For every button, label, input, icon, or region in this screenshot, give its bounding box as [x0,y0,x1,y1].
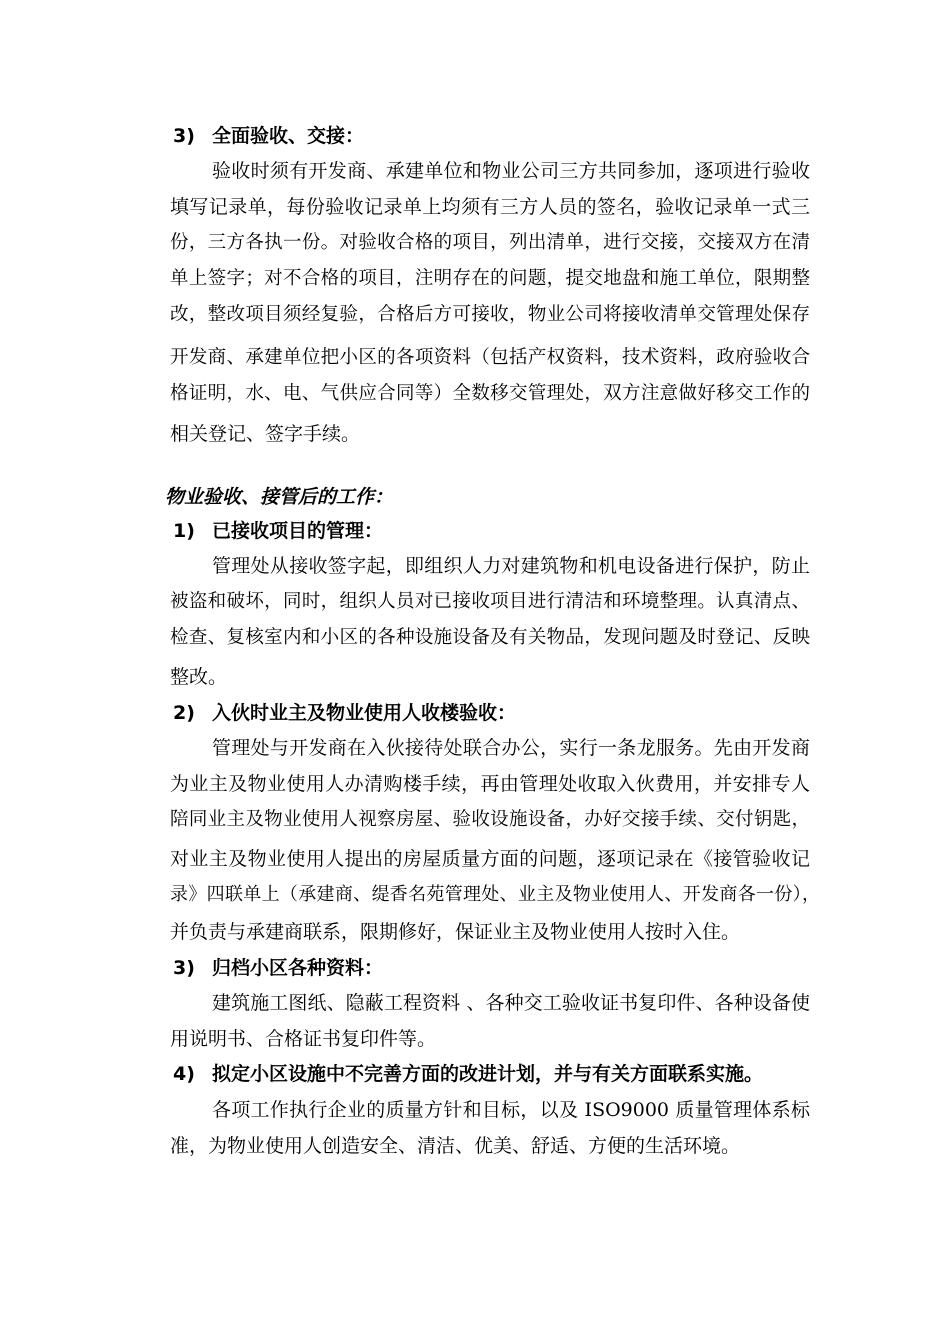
item-3-paragraph-line: 用说明书、合格证书复印件等。 [170,1028,437,1050]
after-takeover-heading: 物业验收、接管后的工作： [165,486,394,508]
item-4-number: 4) [173,1063,195,1085]
item-4-title: 拟定小区设施中不完善方面的改进计划，并与有关方面联系实施。 [212,1063,764,1085]
section-3-paragraph-line: 验收时须有开发商、承建单位和物业公司三方共同参加，逐项进行验收 [212,160,810,182]
item-2-title: 入伙时业主及物业使用人收楼验收： [212,702,517,724]
section-3-paragraph-line: 份，三方各执一份。对验收合格的项目，列出清单，进行交接，交接双方在清 [170,232,810,253]
item-3-paragraph-line: 建筑施工图纸、隐蔽工程资料 、各种交工验收证书复印件、各种设备使 [212,992,810,1014]
item-3-number: 3) [173,957,195,979]
item-2-number: 2) [173,702,195,724]
item-3-title: 归档小区各种资料： [212,957,384,979]
item-4-paragraph-line: 准，为物业使用人创造安全、清洁、优美、舒适、方便的生活环境。 [170,1135,741,1157]
item-1-paragraph-line: 管理处从接收签字起，即组织人力对建筑物和机电设备进行保护，防止 [212,555,810,577]
section-3-title: 全面验收、交接： [212,125,365,147]
section-3-paragraph-line: 单上签字；对不合格的项目，注明存在的问题，提交地盘和施工单位，限期整 [170,268,810,289]
item-1-paragraph-line: 整改。 [170,666,228,688]
section-3-paragraph-line: 改，整改项目须经复验，合格后方可接收，物业公司将接收清单交管理处保存 [170,304,810,325]
section-3-paragraph-line: 填写记录单，每份验收记录单上均须有三方人员的签名，验收记录单一式三 [170,196,810,218]
item-2-paragraph-line: 管理处与开发商在入伙接待处联合办公，实行一条龙服务。先由开发商 [212,737,810,759]
item-2-paragraph-line: 为业主及物业使用人办清购楼手续，再由管理处收取入伙费用，并安排专人 [170,773,810,795]
item-1-paragraph-line: 检查、复核室内和小区的各种设施设备及有关物品，发现问题及时登记、反映 [170,627,810,648]
item-4-paragraph-line: 各项工作执行企业的质量方针和目标，以及 ISO9000 质量管理体系标 [212,1099,810,1121]
item-1-title: 已接收项目的管理： [212,520,384,542]
item-2-paragraph-line: 陪同业主及物业使用人视察房屋、验收设施设备，办好交接手续、交付钥匙， [170,809,810,830]
item-1-number: 1) [173,520,195,542]
item-2-paragraph-line: 对业主及物业使用人提出的房屋质量方面的问题，逐项记录在《接管验收记 [170,848,810,870]
section-3-paragraph-line: 格证明，水、电、气供应合同等）全数移交管理处，双方注意做好移交工作的 [170,383,810,404]
section-3-paragraph-line: 相关登记、签字手续。 [170,423,361,445]
section-3-number: 3) [173,125,195,147]
item-2-paragraph-line: 录》四联单上（承建商、缇香名苑管理处、业主及物业使用人、开发商各一份）， [170,884,820,905]
section-3-paragraph-line: 开发商、承建单位把小区的各项资料（包括产权资料，技术资料，政府验收合 [170,347,810,368]
item-1-paragraph-line: 被盗和破坏，同时，组织人员对已接收项目进行清洁和环境整理。认真清点、 [170,591,810,612]
item-2-paragraph-line: 并负责与承建商联系，限期修好，保证业主及物业使用人按时入住。 [170,921,741,943]
